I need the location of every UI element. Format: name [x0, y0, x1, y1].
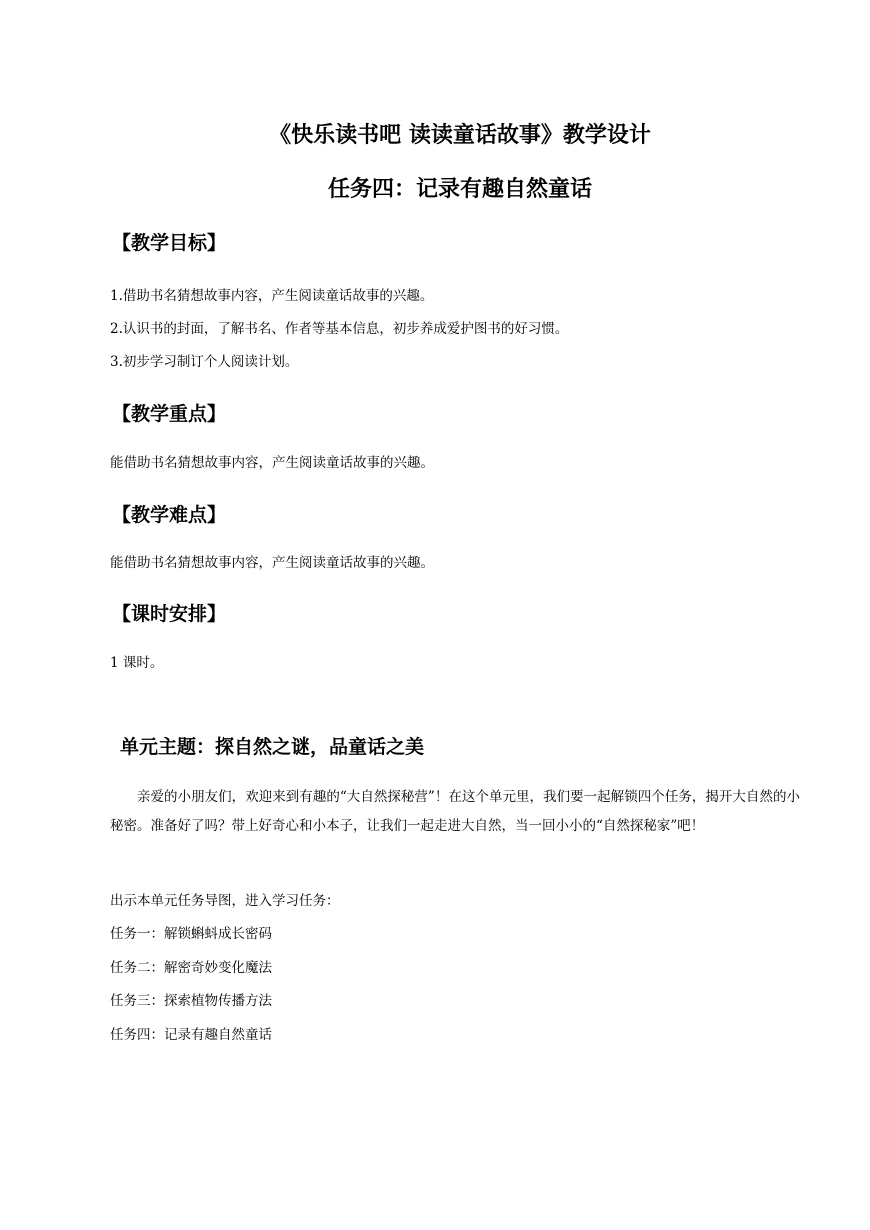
difficulties-heading: 【教学难点】 [112, 504, 227, 526]
key-points-heading: 【教学重点】 [112, 403, 227, 425]
unit-task-1: 任务一：解锁蝌蚪成长密码 [110, 926, 272, 942]
objectives-heading: 【教学目标】 [112, 232, 227, 254]
document-subtitle: 任务四：记录有趣自然童话 [327, 177, 592, 202]
objective-item-1: 1.借助书名猜想故事内容，产生阅读童话故事的兴趣。 [110, 288, 434, 304]
unit-task-2: 任务二：解密奇妙变化魔法 [110, 960, 272, 976]
objective-item-2: 2.认识书的封面，了解书名、作者等基本信息，初步养成爱护图书的好习惯。 [110, 321, 569, 337]
schedule-text: 1 课时。 [110, 655, 164, 671]
unit-task-3: 任务三：探索植物传播方法 [110, 993, 272, 1009]
unit-task-prompt: 出示本单元任务导图，进入学习任务： [110, 893, 340, 909]
unit-theme-heading: 单元主题：探自然之谜，品童话之美 [120, 736, 425, 758]
key-points-text: 能借助书名猜想故事内容，产生阅读童话故事的兴趣。 [110, 455, 434, 471]
unit-intro-paragraph: 亲爱的小朋友们，欢迎来到有趣的“大自然探秘营”！在这个单元里，我们要一起解锁四个任务，揭开大自然的小秘密。准备好了吗？带上好奇心和小本子，让我们一起走进大自然，当一回小小的“自然探秘家”吧！ [110, 789, 800, 834]
schedule-heading: 【课时安排】 [112, 603, 227, 625]
objective-item-3: 3.初步学习制订个人阅读计划。 [110, 354, 299, 370]
document-title: 《快乐读书吧 读读童话故事》教学设计 [269, 123, 651, 148]
difficulties-text: 能借助书名猜想故事内容，产生阅读童话故事的兴趣。 [110, 555, 434, 571]
unit-task-4: 任务四：记录有趣自然童话 [110, 1027, 272, 1043]
